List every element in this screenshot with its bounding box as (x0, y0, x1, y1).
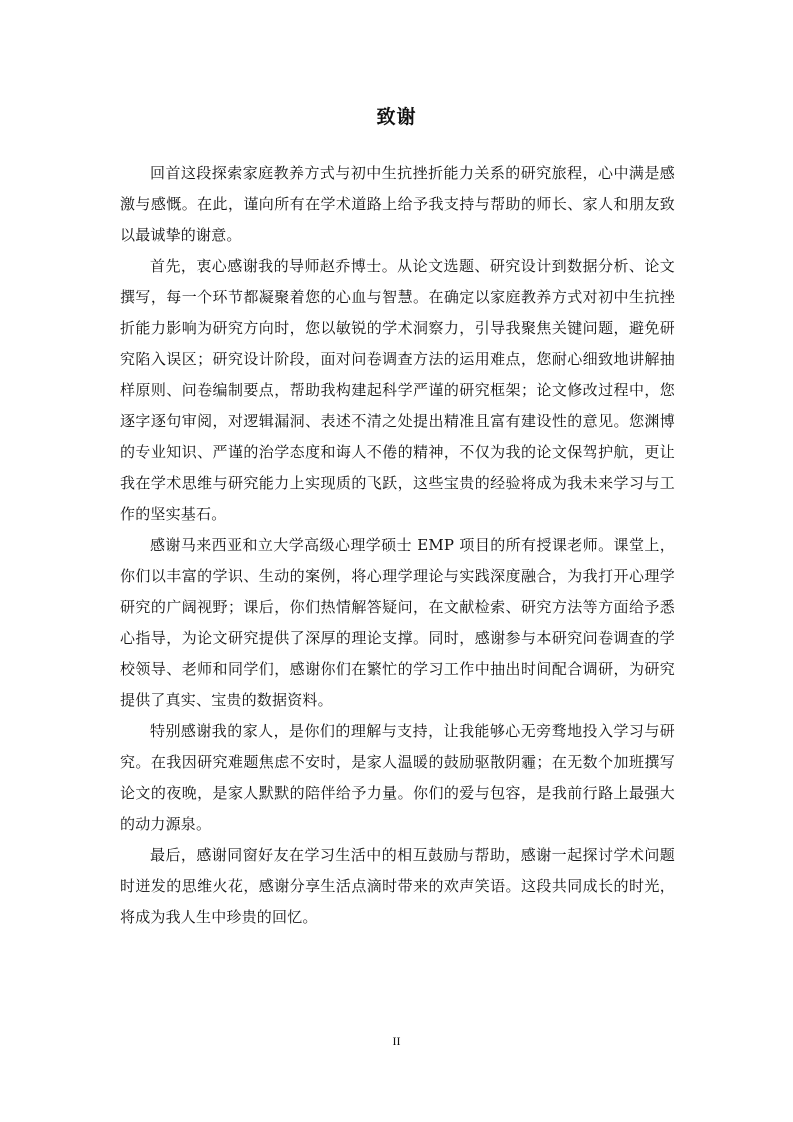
acknowledgement-body (120, 158, 675, 933)
paragraph-advisor: 首先，衷心感谢我的导师赵乔博士。从论文选题、研究设计到数据分析、论文撰写，每一个环节都凝聚着您的心血与智慧。在确定以家庭教养方式对初中生抗挫折能力影响为研究方向时，您以敏锐的学术洞察力，引导我聚焦关键问题，避免研究陷入误区；研究设计阶段，面对问卷调查方法的运用难点，您耐心细致地讲解抽样原则、问卷编制要点，帮助我构建起科学严谨的研究框架；论文修改过程中，您逐字逐句审阅，对逻辑漏洞、表述不清之处提出精准且富有建设性的意见。您渊博的专业知识、严谨的治学态度和诲人不倦的精神，不仅为我的论文保驾护航，更让我在学术思维与研究能力上实现质的飞跃，这些宝贵的经验将成为我未来学习与工作的坚实基石。 (120, 257, 675, 523)
paragraph-friends: 最后，感谢同窗好友在学习生活中的相互鼓励与帮助，感谢一起探讨学术问题时迸发的思维火花，感谢分享生活点滴时带来的欢声笑语。这段共同成长的时光，将成为我人生中珍贵的回忆。 (120, 846, 675, 926)
paragraph-teachers: 感谢马来西亚和立大学高级心理学硕士 EMP 项目的所有授课老师。课堂上，你们以丰富的学识、生动的案例，将心理学理论与实践深度融合，为我打开心理学研究的广阔视野；课后，你们热情解答疑问，在文献检索、研究方法等方面给予悉心指导，为论文研究提供了深厚的理论支撑。同时，感谢参与本研究问卷调查的学校领导、老师和同学们，感谢你们在繁忙的学习工作中抽出时间配合调研，为研究提供了真实、宝贵的数据资料。 (120, 536, 675, 709)
paragraph-family: 特别感谢我的家人，是你们的理解与支持，让我能够心无旁骛地投入学习与研究。在我因研究难题焦虑不安时，是家人温暖的鼓励驱散阴霾；在无数个加班撰写论文的夜晚，是家人默默的陪伴给予力量。你们的爱与包容，是我前行路上最强大的动力源泉。 (120, 722, 675, 833)
page-title: 致谢 (376, 106, 417, 128)
paragraph-intro: 回首这段探索家庭教养方式与初中生抗挫折能力关系的研究旅程，心中满是感激与感慨。在此，谨向所有在学术道路上给予我支持与帮助的师长、家人和朋友致以最诚挚的谢意。 (120, 164, 675, 244)
page-number: II (392, 1034, 401, 1048)
